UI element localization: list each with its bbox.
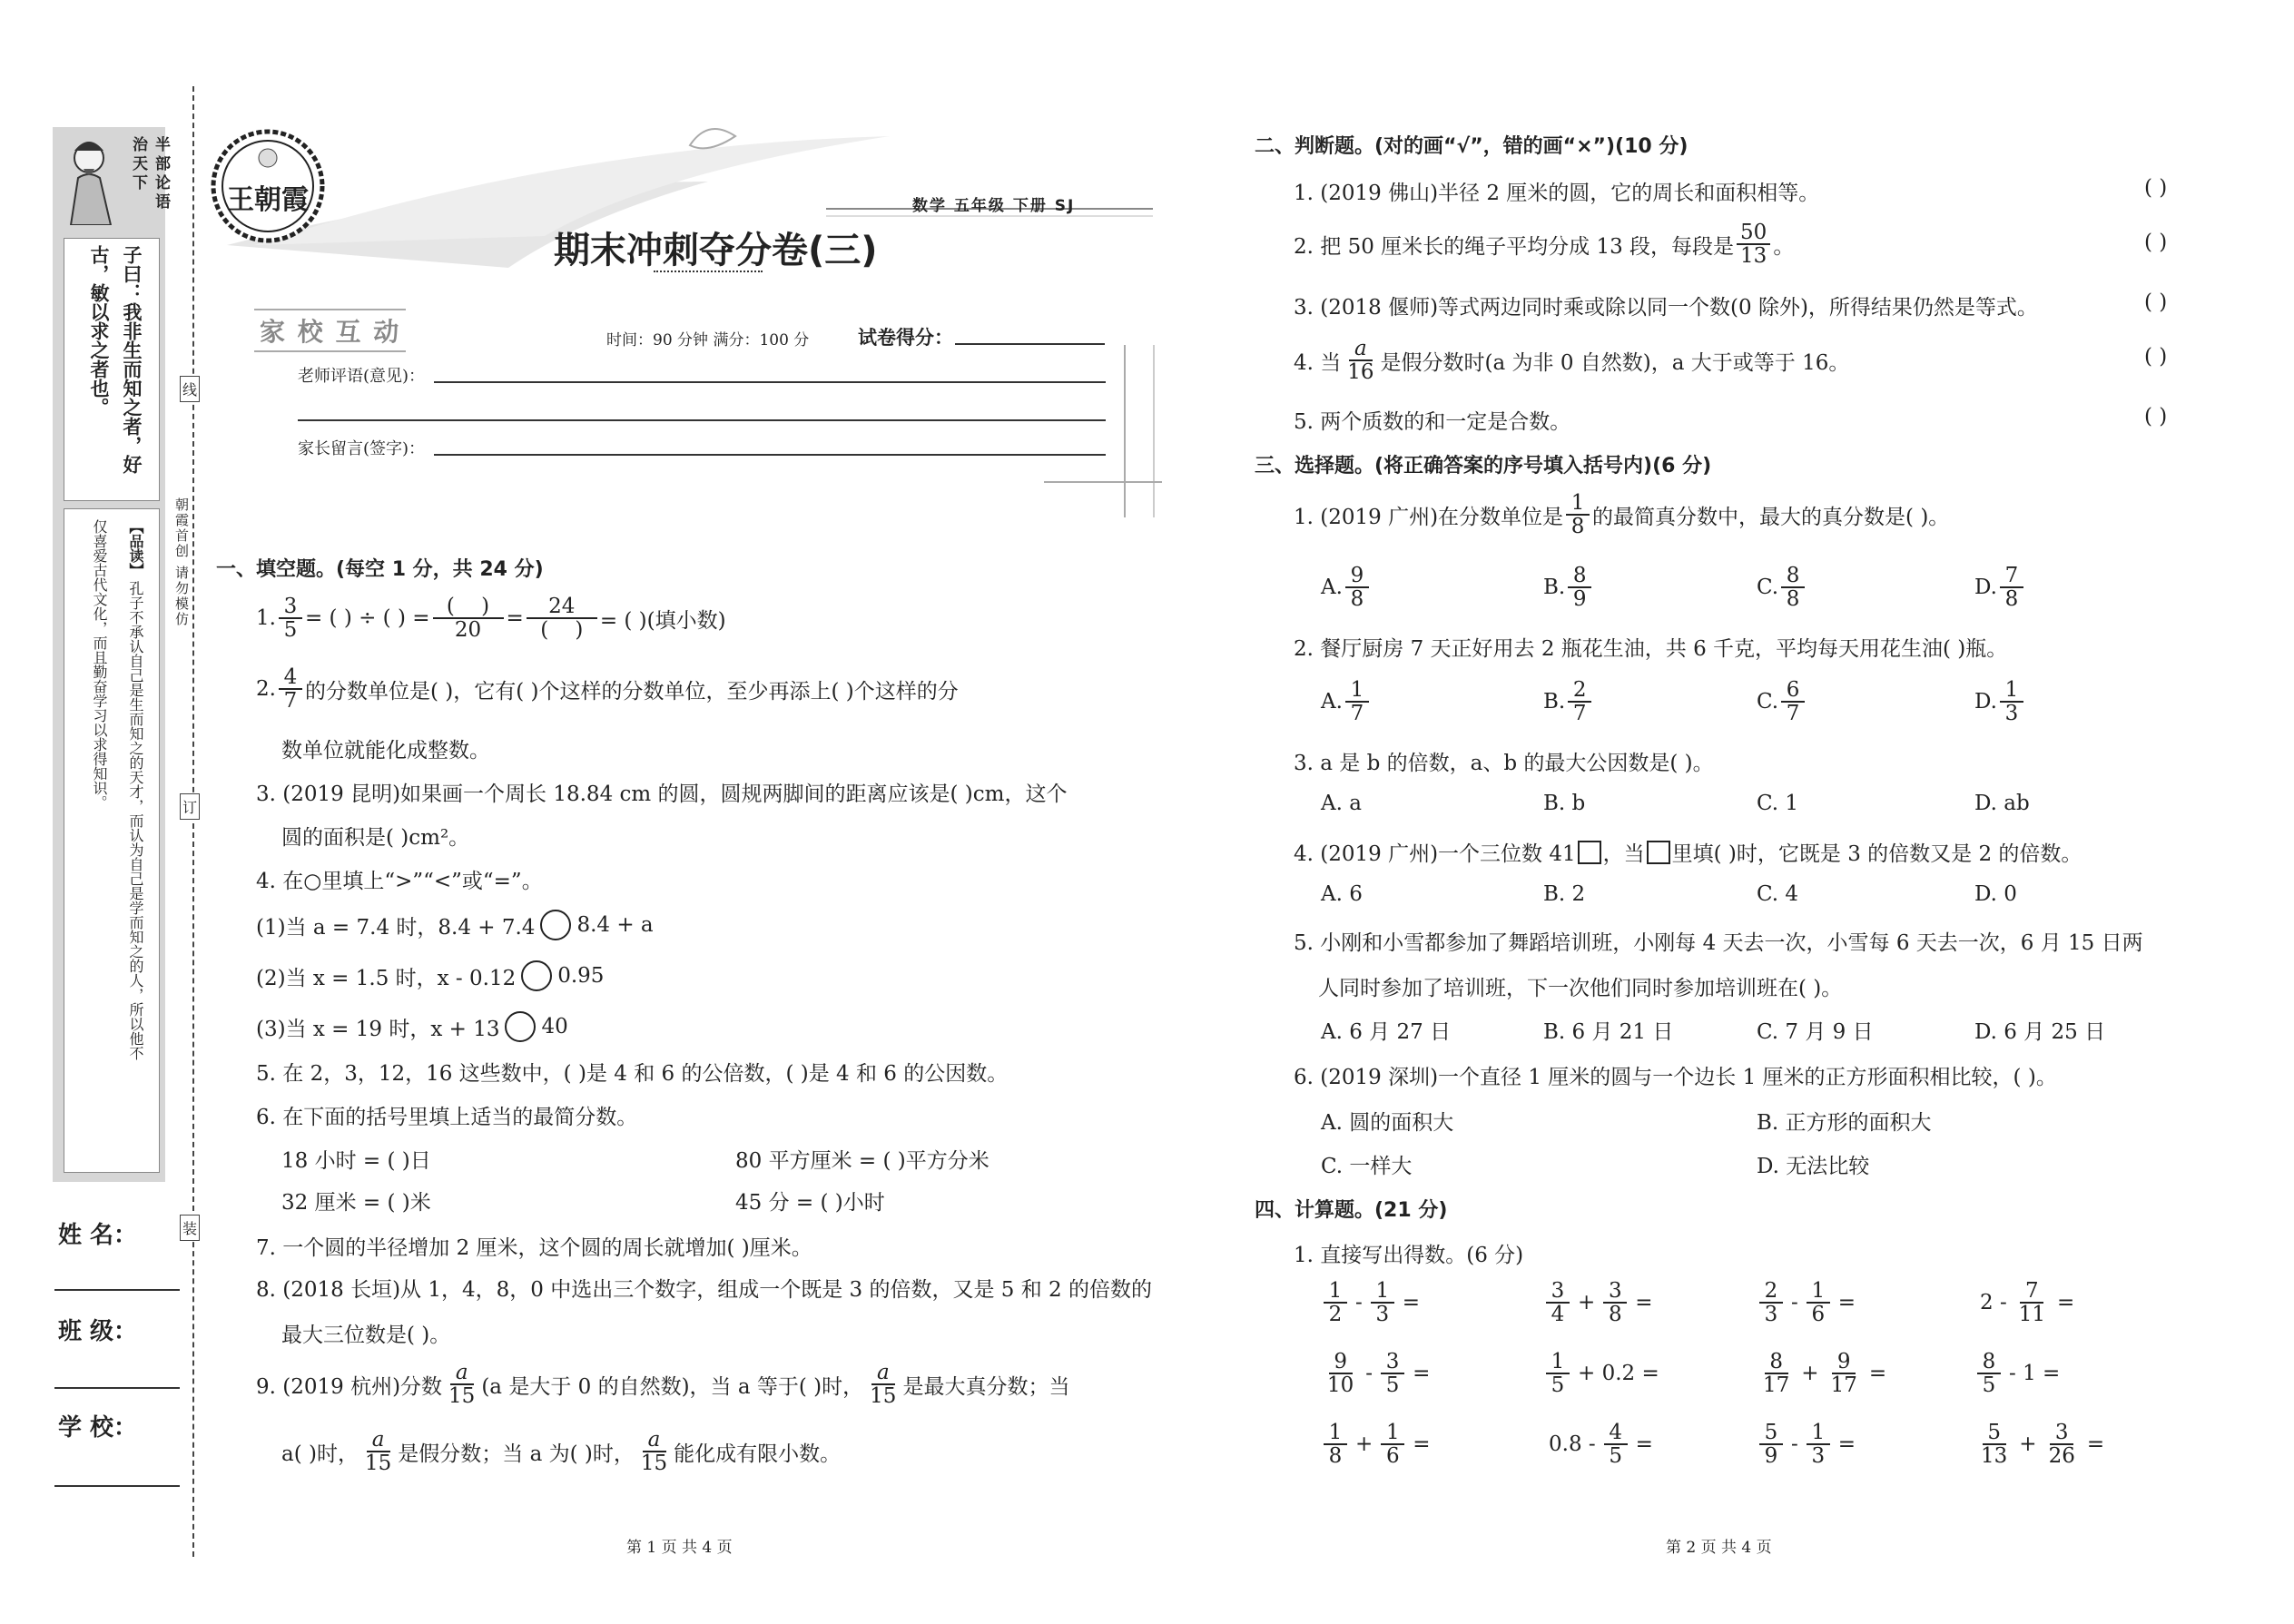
choice-1-option-a[interactable]: A. 9 8 bbox=[1321, 565, 1372, 610]
q-number: 1. bbox=[256, 606, 276, 631]
header-frame bbox=[1124, 345, 1155, 517]
reading-tag: 【品读】 bbox=[127, 519, 144, 577]
question-1-4-3 bbox=[256, 1011, 568, 1042]
calc-text: + bbox=[1578, 1291, 1596, 1315]
fraction: 1 5 bbox=[1546, 1351, 1570, 1396]
q-text: 0.95 bbox=[557, 964, 605, 988]
calc-item bbox=[1543, 1280, 1659, 1325]
question-1-6-b: 80 平方厘米 = ( )平方分米 bbox=[735, 1149, 989, 1173]
calc-item bbox=[1321, 1351, 1435, 1396]
calc-text: = bbox=[1635, 1432, 1653, 1457]
header-frame-bottom bbox=[1044, 481, 1162, 483]
fraction: a 15 bbox=[364, 1428, 392, 1476]
question-1-2-cont: 数单位就能化成整数。 bbox=[281, 739, 490, 763]
fraction: $\frac{1}{3}$ bbox=[1371, 1280, 1394, 1325]
q-text: 的分数单位是( )，它有( )个这样的分数单位，至少再添上( )个这样的分 bbox=[304, 679, 959, 704]
calc-text: = bbox=[1413, 1362, 1431, 1386]
calc-item bbox=[1321, 1422, 1436, 1467]
cut-line bbox=[192, 86, 194, 1557]
calc-text: - 1 = bbox=[2009, 1362, 2061, 1386]
choice-4-option-b[interactable]: B. 2 bbox=[1543, 882, 1586, 906]
fraction: $\frac{3}{5}$ bbox=[1381, 1351, 1404, 1396]
calc-subtitle: 1. 直接写出得数。(6 分) bbox=[1294, 1244, 1524, 1267]
q-text: a( )时， bbox=[281, 1442, 359, 1466]
name-label: 姓 名： bbox=[58, 1222, 138, 1249]
compare-circle[interactable] bbox=[521, 960, 552, 991]
calc-text: + 0.2 = bbox=[1578, 1362, 1659, 1386]
choice-2-option-b[interactable]: B. 2 7 bbox=[1543, 679, 1594, 724]
fraction: 1 8 bbox=[1324, 1422, 1347, 1467]
q-text: = ( ) ÷ ( ) = bbox=[304, 606, 430, 631]
section-2-title: 二、判断题。(对的画“√”，错的画“×”)(10 分) bbox=[1255, 135, 1689, 158]
choice-4-option-c[interactable]: C. 4 bbox=[1757, 882, 1799, 906]
q-text: 里填( )时，它既是 3 的倍数又是 2 的倍数。 bbox=[1671, 842, 2082, 866]
q-text: (a 是大于 0 的自然数)，当 a 等于( )时， bbox=[481, 1374, 864, 1399]
calc-text: = bbox=[1837, 1291, 1856, 1315]
question-1-1 bbox=[256, 595, 726, 641]
fraction: 50 13 bbox=[1737, 221, 1770, 267]
fraction: 1 8 bbox=[1566, 492, 1590, 537]
judge-4-answer[interactable]: ( ) bbox=[2144, 345, 2168, 369]
choice-3-option-d[interactable]: D. ab bbox=[1974, 792, 2030, 815]
brand-logo bbox=[209, 127, 327, 245]
subject-tags: 数学 五年级 下册 SJ bbox=[912, 197, 1076, 215]
calc-item bbox=[1321, 1280, 1425, 1325]
judge-3-answer[interactable]: ( ) bbox=[2144, 290, 2168, 314]
choice-1-option-d[interactable]: D. 7 8 bbox=[1974, 565, 2026, 610]
q-text: 是假分数；当 a 为( )时， bbox=[398, 1442, 635, 1466]
question-1-6-a: 18 小时 = ( )日 bbox=[281, 1149, 431, 1173]
judge-4 bbox=[1294, 338, 1849, 383]
q-text: 。 bbox=[1773, 234, 1795, 259]
choice-5-cont: 人同时参加了培训班，下一次他们同时参加培训班在( )。 bbox=[1318, 977, 1843, 1000]
brand-logo-text: 王朝霞 bbox=[227, 184, 309, 216]
choice-1-option-b[interactable]: B. 8 9 bbox=[1543, 565, 1594, 610]
judge-5-answer[interactable]: ( ) bbox=[2144, 405, 2168, 428]
q-text: 1. (2019 广州)在分数单位是 bbox=[1294, 505, 1564, 529]
calc-item bbox=[1757, 1280, 1861, 1325]
choice-5-option-d[interactable]: D. 6 月 25 日 bbox=[1974, 1020, 2106, 1044]
fraction: $\frac{3}{26}$ bbox=[2048, 1421, 2075, 1469]
judge-2-answer[interactable]: ( ) bbox=[2144, 231, 2168, 254]
fraction: a 15 bbox=[640, 1428, 668, 1476]
judge-1: 1. (2019 佛山)半径 2 厘米的圆，它的周长和面积相等。 bbox=[1294, 182, 1820, 205]
fraction: $\frac{1}{6}$ bbox=[1381, 1422, 1404, 1467]
calc-item bbox=[1543, 1422, 1659, 1467]
fraction: 9 10 bbox=[1327, 1350, 1354, 1398]
choice-3-option-b[interactable]: B. b bbox=[1543, 792, 1586, 815]
q-text: 能化成有限小数。 bbox=[674, 1442, 842, 1466]
question-1-7: 7. 一个圆的半径增加 2 厘米，这个圆的周长就增加( )厘米。 bbox=[256, 1236, 812, 1260]
choice-4-option-a[interactable]: A. 6 bbox=[1321, 882, 1363, 906]
calc-text: = bbox=[1868, 1362, 1887, 1386]
choice-2-option-d[interactable]: D. 1 3 bbox=[1974, 679, 2026, 724]
choice-5-option-b[interactable]: B. 6 月 21 日 bbox=[1543, 1020, 1674, 1044]
fraction: 3 4 bbox=[1546, 1280, 1570, 1325]
calc-text: = bbox=[1837, 1432, 1856, 1457]
question-1-6-c: 32 厘米 = ( )米 bbox=[281, 1191, 431, 1215]
choice-1-option-c[interactable]: C. 8 8 bbox=[1757, 565, 1807, 610]
fraction: a 15 bbox=[448, 1361, 476, 1409]
fraction: 2 3 bbox=[1759, 1280, 1783, 1325]
calc-text: = bbox=[1413, 1432, 1431, 1457]
q-text: 40 bbox=[541, 1015, 568, 1038]
choice-3-option-c[interactable]: C. 1 bbox=[1757, 792, 1799, 815]
section-4-title: 四、计算题。(21 分) bbox=[1255, 1199, 1448, 1222]
choice-4-option-d[interactable]: D. 0 bbox=[1974, 882, 2017, 906]
choice-6-option-c[interactable]: C. 一样大 bbox=[1321, 1155, 1413, 1178]
q-text: 4. (2019 广州)一个三位数 41 bbox=[1294, 842, 1576, 866]
calc-item bbox=[1974, 1422, 2110, 1467]
compare-circle[interactable] bbox=[540, 910, 571, 940]
question-1-8: 8. (2018 长垣)从 1，4，8，0 中选出三个数字，组成一个既是 3 的倍数，又是 5 和 2 的倍数的 bbox=[256, 1278, 1152, 1302]
calc-item bbox=[1757, 1422, 1861, 1467]
fraction: $\frac{3}{8}$ bbox=[1603, 1280, 1627, 1325]
question-1-6: 6. 在下面的括号里填上适当的最简分数。 bbox=[256, 1106, 638, 1129]
calc-text: - bbox=[1355, 1291, 1363, 1315]
confucius-illustration bbox=[58, 134, 123, 225]
q-text: 4. 当 bbox=[1294, 350, 1342, 375]
teacher-comment-field[interactable] bbox=[434, 381, 1106, 383]
binding-mark-line: 线 bbox=[180, 376, 200, 402]
q-text: 是假分数时(a 为非 0 自然数)，a 大于或等于 16。 bbox=[1380, 350, 1850, 375]
q-text: 2. 把 50 厘米长的绳子平均分成 13 段，每段是 bbox=[1294, 234, 1735, 259]
copyright-note: 朝霞首创 请勿模仿 bbox=[173, 497, 190, 627]
q-text: 的最简真分数中，最大的真分数是( )。 bbox=[1592, 505, 1950, 529]
fraction-blank-den[interactable]: 24 ( ) bbox=[527, 595, 597, 641]
calc-item bbox=[1757, 1351, 1892, 1396]
choice-2-option-a[interactable]: A. 1 7 bbox=[1321, 679, 1372, 724]
fraction: 8 5 bbox=[1977, 1351, 2001, 1396]
question-1-5: 5. 在 2，3，12，16 这些数中，( )是 4 和 6 的公倍数，( )是 4 和 6 的公因数。 bbox=[256, 1062, 1009, 1086]
q-text: = ( )(填小数) bbox=[599, 608, 726, 633]
calc-text: + bbox=[1801, 1362, 1819, 1386]
q-text: 9. (2019 杭州)分数 bbox=[256, 1374, 443, 1399]
class-field[interactable] bbox=[54, 1387, 180, 1389]
choice-6-option-a[interactable]: A. 圆的面积大 bbox=[1321, 1111, 1454, 1135]
fraction: $\frac{1}{3}$ bbox=[1807, 1422, 1830, 1467]
title-underline bbox=[654, 271, 763, 272]
calc-text: + bbox=[2019, 1432, 2037, 1457]
school-label: 学 校： bbox=[58, 1414, 138, 1442]
choice-4 bbox=[1294, 837, 2082, 867]
fraction: 5 13 bbox=[1981, 1421, 2008, 1469]
judge-3: 3. (2018 偃师)等式两边同时乘或除以同一个数(0 除外)，所得结果仍然是等式。 bbox=[1294, 296, 2038, 320]
fraction: 4 7 bbox=[279, 666, 302, 712]
fraction: $\frac{4}{5}$ bbox=[1604, 1422, 1628, 1467]
calc-text: = bbox=[1635, 1291, 1653, 1315]
q-text: 8.4 + a bbox=[576, 913, 654, 937]
calc-item bbox=[1974, 1280, 2080, 1325]
choice-3-option-a[interactable]: A. a bbox=[1321, 792, 1362, 815]
fraction: a 15 bbox=[870, 1361, 897, 1409]
calc-text: - bbox=[1791, 1432, 1798, 1457]
name-field[interactable] bbox=[54, 1289, 180, 1291]
compare-circle[interactable] bbox=[505, 1011, 536, 1042]
calc-text: = bbox=[2086, 1432, 2105, 1457]
binding-mark-bind: 装 bbox=[180, 1215, 200, 1241]
calc-text: + bbox=[1355, 1432, 1373, 1457]
calc-text: 2 - bbox=[1980, 1291, 2007, 1315]
choice-6-option-b[interactable]: B. 正方形的面积大 bbox=[1757, 1111, 1932, 1135]
fraction: 5 9 bbox=[1759, 1422, 1783, 1467]
calc-text: 0.8 - bbox=[1549, 1432, 1596, 1457]
judge-5: 5. 两个质数的和一定是合数。 bbox=[1294, 410, 1571, 434]
question-1-9 bbox=[256, 1362, 1069, 1407]
digit-box bbox=[1578, 841, 1601, 864]
home-school-banner: 家 校 互 动 bbox=[254, 309, 406, 352]
question-1-8-cont: 最大三位数是( )。 bbox=[281, 1324, 451, 1347]
score-field[interactable] bbox=[955, 343, 1105, 345]
question-1-4: 4. 在○里填上“>”“<”或“=”。 bbox=[256, 870, 543, 893]
parent-message-label: 家长留言(签字)： bbox=[298, 439, 426, 458]
judge-2 bbox=[1294, 221, 1794, 267]
calc-item bbox=[1974, 1351, 2065, 1396]
digit-box bbox=[1647, 841, 1670, 864]
q-text: (1)当 a = 7.4 时，8.4 + 7.4 bbox=[256, 915, 536, 940]
choice-5-option-c[interactable]: C. 7 月 9 日 bbox=[1757, 1020, 1874, 1044]
page-1-footer: 第 1 页 共 4 页 bbox=[626, 1539, 733, 1557]
reading-line-2: 仅喜爱古代文化，而且勤奋学习以求得知识。 bbox=[91, 519, 108, 810]
calc-text: - bbox=[1365, 1362, 1373, 1386]
choice-5: 5. 小刚和小雪都参加了舞蹈培训班，小刚每 4 天去一次，小雪每 6 天去一次，6 月 15 日两 bbox=[1294, 931, 2143, 955]
quote-line-2: 古，敏以求之者也。 bbox=[88, 245, 110, 417]
fraction-blank-num[interactable]: ( ) 20 bbox=[433, 595, 504, 641]
section-1-title: 一、填空题。(每空 1 分，共 24 分) bbox=[216, 558, 544, 581]
choice-2-option-c[interactable]: C. 6 7 bbox=[1757, 679, 1807, 724]
choice-3: 3. a 是 b 的倍数，a、b 的最大公因数是( )。 bbox=[1294, 752, 1714, 775]
teacher-comment-label: 老师评语(意见)： bbox=[298, 367, 426, 386]
fraction: $\frac{1}{6}$ bbox=[1807, 1280, 1830, 1325]
q-text: = bbox=[506, 606, 524, 631]
calc-text: - bbox=[1791, 1291, 1798, 1315]
question-1-3: 3. (2019 昆明)如果画一个周长 18.84 cm 的圆，圆规两脚间的距离应该是( )cm，这个 bbox=[256, 782, 1068, 806]
q-text: (2)当 x = 1.5 时，x - 0.12 bbox=[256, 966, 517, 990]
fraction: $\frac{9}{17}$ bbox=[1830, 1350, 1857, 1398]
time-info: 时间：90 分钟 满分：100 分 bbox=[606, 331, 810, 349]
school-field[interactable] bbox=[54, 1485, 180, 1487]
calc-text: = bbox=[2057, 1291, 2075, 1315]
choice-1 bbox=[1294, 492, 1949, 537]
question-1-4-2 bbox=[256, 960, 604, 991]
reading-line-1: 孔子不承认自己是生而知之的天才，而认为自己是学而知之的人，所以他不 bbox=[127, 581, 144, 1060]
fraction: 1 2 bbox=[1324, 1280, 1347, 1325]
fraction: a 16 bbox=[1347, 337, 1374, 385]
teacher-comment-field-2[interactable] bbox=[298, 419, 1106, 421]
q-text: ，当 bbox=[1602, 842, 1645, 866]
fraction: $\frac{7}{11}$ bbox=[2018, 1279, 2045, 1327]
quote-line-1: 子曰：我非生而知之者，好 bbox=[121, 245, 143, 474]
question-1-6-d: 45 分 = ( )小时 bbox=[735, 1191, 885, 1215]
choice-2: 2. 餐厅厨房 7 天正好用去 2 瓶花生油，共 6 千克，平均每天用花生油( )瓶。 bbox=[1294, 637, 2008, 661]
choice-6: 6. (2019 深圳)一个直径 1 厘米的圆与一个边长 1 厘米的正方形面积相比较，( )。 bbox=[1294, 1066, 2057, 1089]
page-2-footer: 第 2 页 共 4 页 bbox=[1666, 1539, 1772, 1557]
q-text: 是最大真分数；当 bbox=[902, 1374, 1070, 1399]
judge-1-answer[interactable]: ( ) bbox=[2144, 176, 2168, 200]
parent-message-field[interactable] bbox=[434, 454, 1106, 456]
fraction: $\frac{3}{5}$ bbox=[279, 595, 302, 641]
question-1-4-1 bbox=[256, 910, 654, 940]
calc-text: = bbox=[1402, 1291, 1421, 1315]
page-title: 期末冲刺夺分卷(三) bbox=[554, 230, 878, 271]
question-1-3-cont: 圆的面积是( )cm²。 bbox=[281, 826, 470, 850]
q-number: 2. bbox=[256, 677, 276, 702]
score-label: 试卷得分： bbox=[858, 327, 953, 349]
series-label: 半部论语治天下 bbox=[129, 136, 170, 212]
question-1-2 bbox=[256, 666, 959, 712]
section-3-title: 三、选择题。(将正确答案的序号填入括号内)(6 分) bbox=[1255, 455, 1712, 477]
q-text: (3)当 x = 19 时，x + 13 bbox=[256, 1017, 500, 1041]
choice-5-option-a[interactable]: A. 6 月 27 日 bbox=[1321, 1020, 1452, 1044]
calc-item bbox=[1543, 1351, 1665, 1396]
question-1-9-cont bbox=[281, 1429, 841, 1474]
class-label: 班 级： bbox=[58, 1318, 138, 1345]
fraction: 8 17 bbox=[1763, 1350, 1790, 1398]
binding-mark-order: 订 bbox=[180, 793, 200, 820]
choice-6-option-d[interactable]: D. 无法比较 bbox=[1757, 1155, 1870, 1178]
